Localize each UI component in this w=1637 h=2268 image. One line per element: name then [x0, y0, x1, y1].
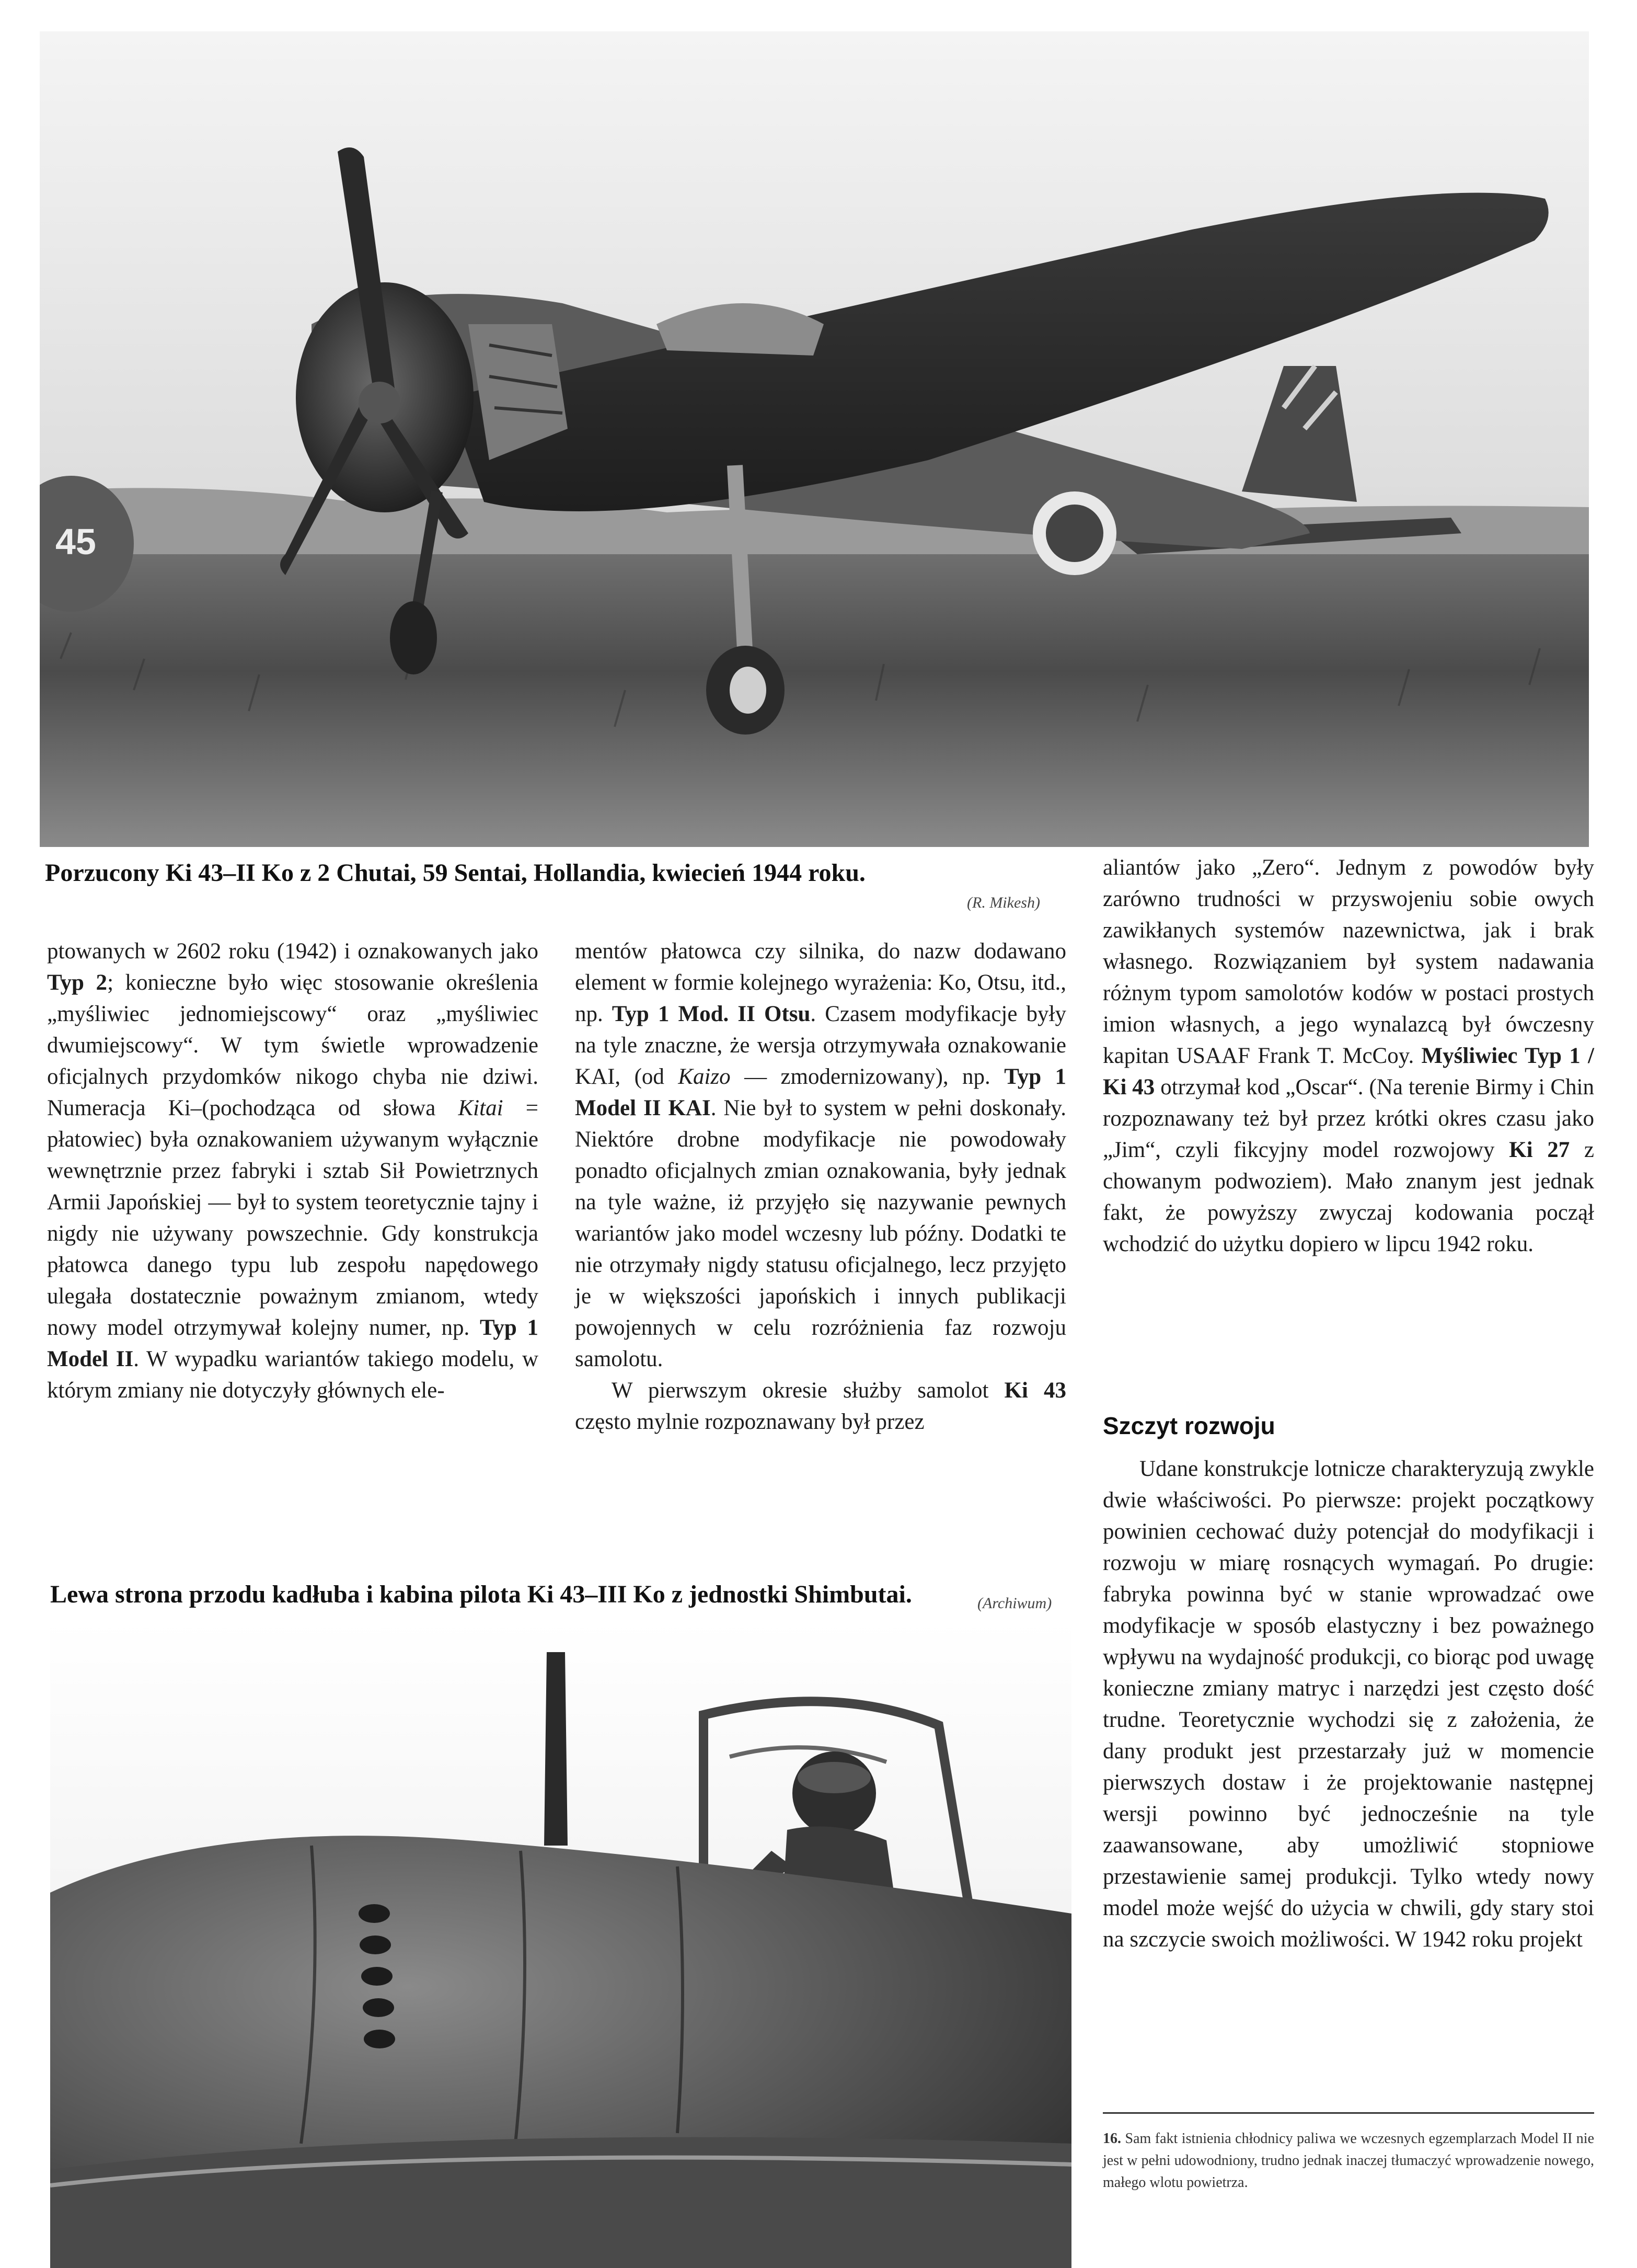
- right-column-paragraph: [1103, 852, 1594, 1260]
- photo-top-credit: (R. Mikesh): [967, 894, 1040, 911]
- aircraft-photo-top: [40, 31, 1589, 847]
- text-column-left: [47, 936, 538, 1406]
- italic-term: Kaizo: [678, 1064, 731, 1089]
- middle-column-paragraph: [575, 936, 1066, 1375]
- text-run: ptowanych w 2602 roku (1942) i oznakowanych jako: [47, 939, 538, 964]
- footnote-number: 16.: [1103, 2130, 1121, 2147]
- bold-term: Typ 1 Model II: [47, 1315, 538, 1371]
- aircraft-marking: 45: [55, 521, 96, 562]
- middle-column-paragraph-2: [575, 1375, 1066, 1438]
- section-heading: Szczyt rozwoju: [1103, 1412, 1275, 1439]
- bold-term: Myśliwiec Typ 1 / Ki 43: [1103, 1044, 1594, 1099]
- text-column-right-2: [1103, 1453, 1594, 1955]
- text-column-right: [1103, 852, 1594, 1260]
- text-run: z chowanym podwoziem). Mało znanym jest jednak fakt, że powyższy zwyczaj kodowania począł wchodzić do użytku dopiero w lipcu 1942 roku.: [1103, 1138, 1594, 1256]
- text-run: aliantów jako „Zero“. Jednym z powodów były zarówno trudności w przyswojeniu sobie owych zawikłanych systemów nazewnictwa, jak i brak własnego. Rozwiązaniem był system nadawania różnym typom samolotów kodów w postaci prostych imion własnych, a jego wynalazcą był ówczesny kapitan USAAF Frank T. McCoy.: [1103, 855, 1594, 1068]
- text-column-middle: [575, 936, 1066, 1438]
- text-run: . Nie był to system w pełni doskonały. Niektóre drobne modyfikacje nie powodowały ponadto oficjalnych zmian oznakowania, były jednak na tyle ważne, iż przyjęło się nazywanie pewnych wariantów jako model wczesny lub późny. Dodatki te nie otrzymały nigdy statusu oficjalnego, lecz przyjęto je w większości japońskich i innych publikacji powojennych w celu rozróżnienia faz rozwoju samolotu.: [575, 1096, 1067, 1371]
- photo-bottom: [50, 1621, 1071, 2268]
- text-run: . W wypadku wariantów takiego modelu, w którym zmiany nie dotyczyły głównych ele-: [47, 1347, 538, 1403]
- footnote-divider: [1103, 2112, 1594, 2114]
- bold-term: Ki 27: [1509, 1138, 1570, 1162]
- text-run: mentów płatowca czy silnika, do nazw dodawano element w formie kolejnego wyrażenia: Ko, Otsu, itd., np.: [575, 939, 1066, 1026]
- photo-top-caption: Porzucony Ki 43–II Ko z 2 Chutai, 59 Sentai, Hollandia, kwiecień 1944 roku.: [45, 859, 866, 887]
- left-column-paragraph: [47, 936, 538, 1406]
- text-run: W pierwszym okresie służby samolot: [612, 1378, 1005, 1403]
- text-run: — zmodernizowany), np.: [730, 1064, 1005, 1089]
- footnote-text: Sam fakt istnienia chłodnicy paliwa we wczesnych egzemplarzach Model II nie jest w pełni udowodniony, trudno jednak inaczej tłumaczyć wprowadzenie nowego, małego wlotu powietrza.: [1103, 2130, 1594, 2191]
- bold-term: Typ 1 Mod. II Otsu: [612, 1002, 811, 1026]
- right-column-paragraph-2: Udane konstrukcje lotnicze charakteryzują zwykle dwie właściwości. Po pierwsze: projekt początkowy powinien cechować duży potencjał do modyfikacji i rozwoju w miarę rosnących wymagań. Po drugie: fabryka powinna być w stanie wprowadzać owe modyfikacje w sposób elastyczny i bez poważnego wpływu na wydajność produkcji, co biorąc pod uwagę konieczne zmiany matryc i narzędzi jest często dość trudne. Teoretycznie wychodzi się z założenia, że dany produkt jest przestarzały już w momencie pierwszych dostaw i że projektowanie następnej wersji powinno być jednocześnie na tyle zaawansowane, aby umożliwić stopniowe przestawienie samej produkcji. Tylko wtedy nowy model może wejść do użycia w chwili, gdy stary stoi na szczycie swoich możliwości. W 1942 roku projekt: [1103, 1457, 1594, 1952]
- text-run: często mylnie rozpoznawany był przez: [575, 1410, 925, 1434]
- photo-bottom-caption: Lewa strona przodu kadłuba i kabina pilota Ki 43–III Ko z jednostki Shimbutai.: [50, 1580, 912, 1608]
- text-run: = płatowiec) była oznakowaniem używanym wyłącznie wewnętrznie przez fabryki i sztab Sił Powietrznych Armii Japońskiej — był to system teoretycznie tajny i nigdy nie używany powszechnie. Gdy konstrukcja płatowca danego typu lub zespołu napędowego ulegała dostatecznie poważnym zmianom, wtedy nowy model otrzymywał kolejny numer, np.: [47, 1096, 538, 1340]
- bold-term: Typ 2: [47, 970, 108, 995]
- photo-top: [40, 31, 1589, 847]
- text-run: . Czasem modyfikacje były na tyle znaczne, że wersja otrzymywała oznakowanie KAI, (od: [575, 1002, 1066, 1089]
- bold-term: Typ 1 Model II KAI: [575, 1064, 1067, 1120]
- text-run: ; konieczne było więc stosowanie określenia „myśliwiec jednomiejscowy“ oraz „myśliwiec dwumiejscowy“. W tym świetle wprowadzenie oficjalnych przydomków nikogo chyba nie dziwi. Numeracja Ki–(pochodząca od słowa: [47, 970, 538, 1120]
- photo-bottom-credit: (Archiwum): [977, 1595, 1052, 1612]
- footnote: [1103, 2128, 1594, 2194]
- italic-term: Kitai: [458, 1096, 503, 1120]
- bold-term: Ki 43: [1004, 1378, 1066, 1403]
- aircraft-photo-bottom: [50, 1621, 1071, 2268]
- text-run: otrzymał kod „Oscar“. (Na terenie Birmy i Chin rozpoznawany też był przez krótki okres czasu jako „Jim“, czyli fikcyjny model rozwojowy: [1103, 1075, 1594, 1162]
